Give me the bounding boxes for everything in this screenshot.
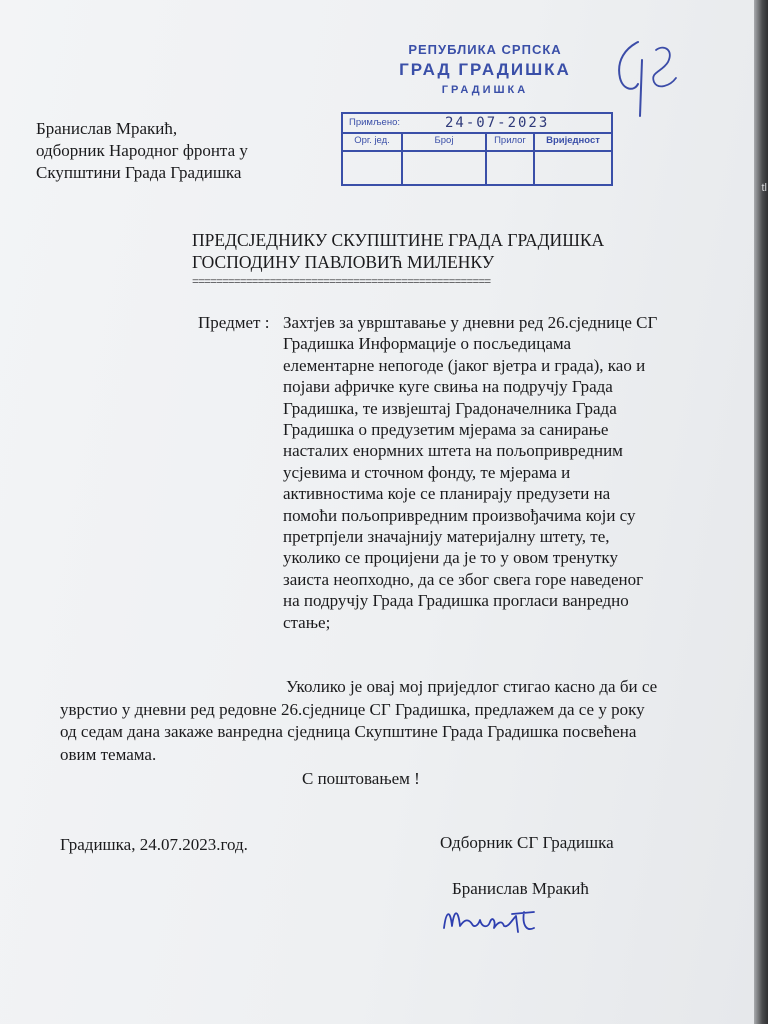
edge-text: tl xyxy=(761,182,767,194)
received-stamp-header xyxy=(370,42,600,96)
signer-name: Бранислав Мракић xyxy=(452,879,589,898)
subject-line: појави афричке куге свиња на подручју Града xyxy=(283,377,613,397)
stamp-col-org: Орг. јед. xyxy=(354,135,390,146)
place-and-date: Градишка, 24.07.2023.год. xyxy=(60,835,248,854)
stamp-city-small: ГРАДИШКА xyxy=(441,84,529,96)
stamp-divider xyxy=(401,132,403,184)
subject-line: Захтјев за уврштавање у дневни ред 26.сједнице СГ xyxy=(283,313,658,332)
subject-line: активностима које се планирају предузети на xyxy=(283,484,611,504)
subject-line: Градишка Информације о посљедицама xyxy=(283,334,572,354)
subject-line: помоћи пољопривредним произвођачима који су xyxy=(283,505,636,525)
received-stamp-box xyxy=(341,112,613,186)
stamp-republic: РЕПУБЛИКА СРПСКА xyxy=(408,42,562,57)
sender-role-line1: одборник Народног фронта у xyxy=(36,141,248,160)
subject-line: усјевима и сточном фонду, те мјерама и xyxy=(283,462,571,482)
subject-line: претрпјели значајнију материјалну штету, те, xyxy=(283,527,610,547)
stamp-divider xyxy=(485,132,487,184)
signer-title: Одборник СГ Градишка xyxy=(440,833,614,852)
handwritten-routing-mark xyxy=(598,20,688,120)
stamp-received-label: Примљено: xyxy=(349,117,401,128)
paragraph-line: уврстио у дневни ред редовне 26.сједнице СГ Градишка, предлажем да се у року xyxy=(60,699,645,719)
paragraph-line: овим темама. xyxy=(60,744,157,764)
closing-regards: С поштовањем ! xyxy=(302,769,420,788)
stamp-divider xyxy=(533,132,535,184)
subject-line: елементарне непогоде (јаког вјетра и града), као и xyxy=(283,355,646,375)
sender-name: Бранислав Мракић, xyxy=(36,119,178,138)
subject-text xyxy=(283,312,657,633)
subject-label: Предмет : xyxy=(198,313,270,332)
paragraph-line: од седам дана закаже ванредна сједница Скупштине Града Градишка посвећена xyxy=(60,722,637,741)
handwritten-signature xyxy=(438,898,548,940)
subject-line: Градишка о предузетим мјерама за санирање xyxy=(283,420,609,440)
sender-role-line2: Скупштини Града Градишка xyxy=(36,163,242,182)
recipient-line1: ПРЕДСЈЕДНИКУ СКУПШТИНЕ ГРАДА ГРАДИШКА xyxy=(192,230,605,250)
subject-line: заиста неопходно, да се због свега горе наведеног xyxy=(283,569,644,589)
stamp-col-number: Број xyxy=(434,135,454,146)
subject-line: на подручју Града Градишка прогласи ванредно xyxy=(283,591,629,611)
stamp-received-date: 24-07-2023 xyxy=(445,115,550,131)
stamp-column-headers xyxy=(343,132,611,152)
page-edge-shadow xyxy=(754,0,768,1024)
body-paragraph xyxy=(60,676,657,766)
subject-line: уколико се процијени да је то у овом тренутку xyxy=(283,548,618,568)
recipient-line2: ГОСПОДИНУ ПАВЛОВИЋ МИЛЕНКУ xyxy=(192,252,495,272)
stamp-city: ГРАД ГРАДИШКА xyxy=(399,60,571,79)
stamp-col-attachment: Прилог xyxy=(494,135,526,146)
subject-line: Градишка, те извјештај Градоначелника Града xyxy=(283,398,617,418)
recipient-underline: ================================================== xyxy=(192,274,491,288)
stamp-col-value: Вриједност xyxy=(546,135,600,146)
paragraph-line: Уколико је овај мој приједлог стигао касно да би се xyxy=(286,677,658,696)
subject-line: стање; xyxy=(283,612,331,632)
stamp-received-row xyxy=(343,114,611,134)
subject-line: насталих енормних штета на пољопривредним xyxy=(283,441,623,461)
